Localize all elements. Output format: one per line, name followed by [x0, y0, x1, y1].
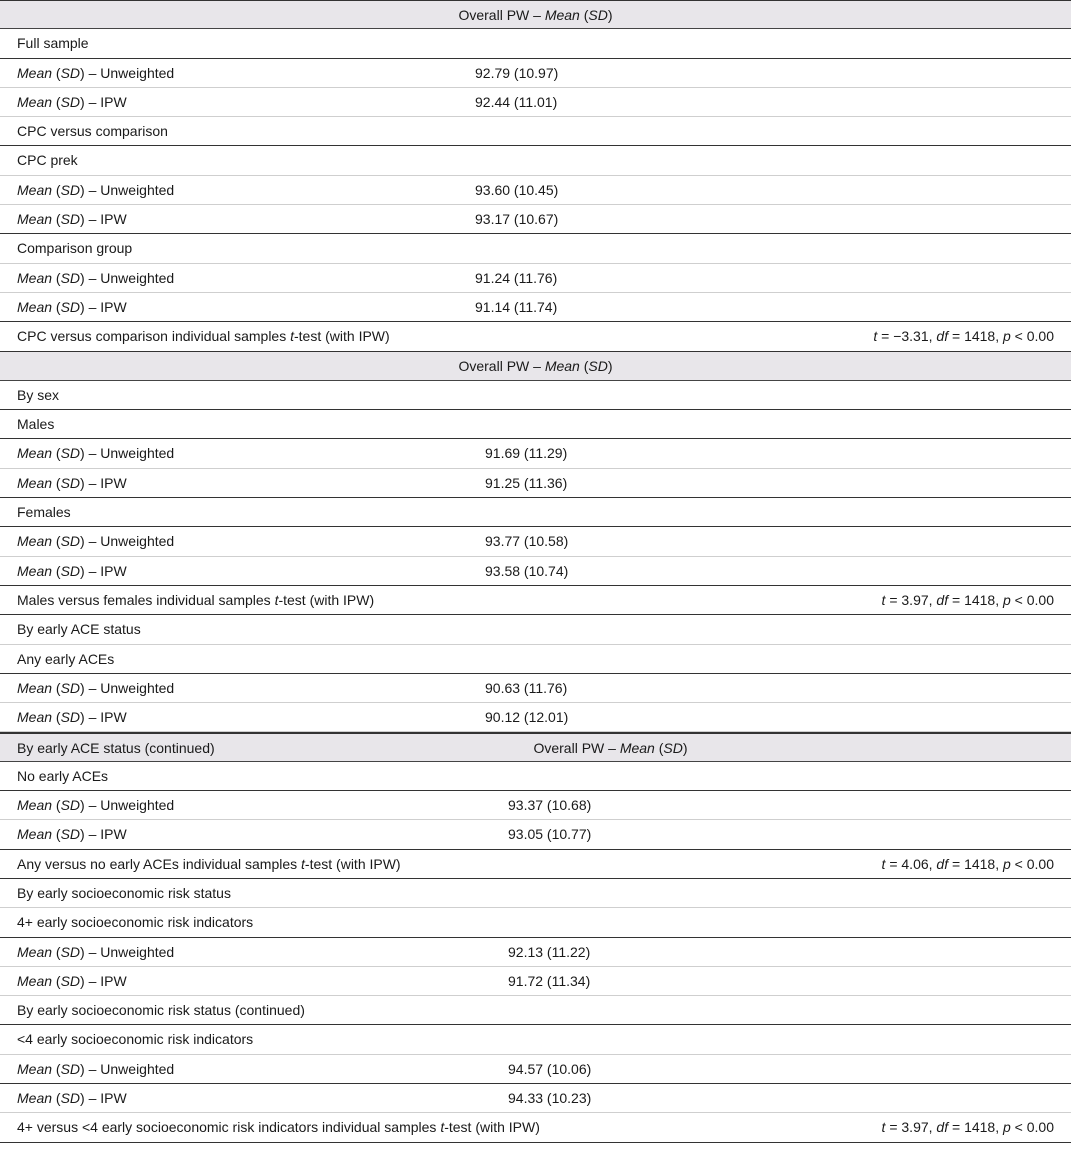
- table-row: [0, 1084, 1071, 1113]
- mean-sd-value: 94.57 (10.06): [508, 1060, 592, 1077]
- row-label: Mean (SD) – Unweighted: [17, 181, 175, 198]
- row-label: CPC versus comparison individual samples t-test (with IPW): [17, 328, 390, 345]
- test-statistic: t = 3.97, df = 1418, p < 0.00: [881, 591, 1054, 608]
- row-label: By early socioeconomic risk status (continued): [17, 1002, 305, 1019]
- table-row: [0, 557, 1071, 586]
- row-label: Females: [17, 504, 71, 521]
- row-label: Mean (SD) – Unweighted: [17, 1060, 175, 1077]
- table-row: [0, 967, 1071, 996]
- mean-sd-value: 92.44 (11.01): [475, 93, 558, 110]
- row-label: Mean (SD) – IPW: [17, 93, 127, 110]
- mean-sd-value: 91.24 (11.76): [475, 269, 558, 286]
- row-label: By sex: [17, 386, 60, 403]
- mean-sd-value: 92.79 (10.97): [475, 64, 559, 81]
- column-header: Overall PW – Mean (SD): [458, 7, 613, 23]
- mean-sd-value: 92.13 (11.22): [508, 943, 591, 960]
- table-row: [0, 205, 1071, 234]
- row-label: Mean (SD) – IPW: [17, 1089, 127, 1106]
- row-label: By early ACE status: [17, 621, 141, 638]
- table-row: [0, 527, 1071, 556]
- table-row: [0, 820, 1071, 849]
- mean-sd-value: 93.17 (10.67): [475, 211, 559, 228]
- column-header: Overall PW – Mean (SD): [458, 357, 613, 374]
- mean-sd-value: 93.37 (10.68): [508, 797, 592, 814]
- table-row: [0, 293, 1071, 322]
- row-label: Mean (SD) – IPW: [17, 474, 127, 491]
- row-label: <4 early socioeconomic risk indicators: [17, 1031, 254, 1048]
- row-label: Mean (SD) – Unweighted: [17, 797, 175, 814]
- test-row: [0, 850, 1071, 879]
- group-row: [0, 645, 1071, 674]
- table-row: [0, 59, 1071, 88]
- row-label: Mean (SD) – Unweighted: [17, 679, 175, 696]
- section-header: [0, 732, 1071, 761]
- mean-sd-value: 93.77 (10.58): [485, 533, 569, 550]
- row-label: 4+ early socioeconomic risk indicators: [17, 914, 254, 931]
- row-label: Any versus no early ACEs individual samples t-test (with IPW): [17, 855, 401, 872]
- table-row: [0, 264, 1071, 293]
- mean-sd-value: 91.72 (11.34): [508, 972, 591, 989]
- group-row: [0, 615, 1071, 644]
- table-row: [0, 469, 1071, 498]
- row-label: CPC versus comparison: [17, 123, 168, 140]
- table-row: [0, 938, 1071, 967]
- row-label: Mean (SD) – IPW: [17, 211, 127, 228]
- row-label: Mean (SD) – Unweighted: [17, 269, 175, 286]
- mean-sd-value: 91.69 (11.29): [485, 445, 568, 462]
- row-label: Mean (SD) – Unweighted: [17, 533, 175, 550]
- row-label: Mean (SD) – IPW: [17, 562, 127, 579]
- row-label: 4+ versus <4 early socioeconomic risk indicators individual samples t-test (with IPW): [17, 1119, 540, 1136]
- row-label: Any early ACEs: [17, 650, 115, 667]
- mean-sd-value: 94.33 (10.23): [508, 1089, 592, 1106]
- group-row: [0, 410, 1071, 439]
- mean-sd-value: 93.05 (10.77): [508, 826, 592, 843]
- table-row: [0, 791, 1071, 820]
- mean-sd-value: 91.14 (11.74): [475, 298, 558, 315]
- row-label: Mean (SD) – Unweighted: [17, 445, 175, 462]
- row-label: Mean (SD) – IPW: [17, 972, 127, 989]
- row-label: Males: [17, 416, 55, 433]
- row-label: Mean (SD) – Unweighted: [17, 943, 175, 960]
- group-row: [0, 498, 1071, 527]
- table-row: [0, 703, 1071, 732]
- section-header: [0, 0, 1071, 29]
- row-label: CPC prek: [17, 152, 78, 169]
- test-row: [0, 1113, 1071, 1142]
- group-row: [0, 996, 1071, 1025]
- section-header: [0, 352, 1071, 381]
- column-header: Overall PW – Mean (SD): [533, 740, 688, 757]
- test-statistic: t = −3.31, df = 1418, p < 0.00: [873, 328, 1054, 345]
- table-row: [0, 88, 1071, 117]
- row-label: No early ACEs: [17, 767, 109, 784]
- group-row: [0, 908, 1071, 937]
- table-row: [0, 1055, 1071, 1084]
- test-statistic: t = 4.06, df = 1418, p < 0.00: [881, 855, 1054, 872]
- group-row: [0, 1025, 1071, 1054]
- row-label: Mean (SD) – IPW: [17, 298, 127, 315]
- mean-sd-value: 93.60 (10.45): [475, 181, 559, 198]
- mean-sd-value: 91.25 (11.36): [485, 474, 568, 491]
- table-row: [0, 674, 1071, 703]
- group-row: [0, 117, 1071, 146]
- mean-sd-value: 90.63 (11.76): [485, 679, 568, 696]
- row-label: Mean (SD) – Unweighted: [17, 64, 175, 81]
- mean-sd-value: 90.12 (12.01): [485, 709, 569, 726]
- row-label: Comparison group: [17, 240, 133, 257]
- row-label: Mean (SD) – IPW: [17, 709, 127, 726]
- group-row: [0, 234, 1071, 263]
- table-row: [0, 176, 1071, 205]
- row-label: Males versus females individual samples t-test (with IPW): [17, 591, 375, 608]
- test-row: [0, 322, 1071, 351]
- group-row: [0, 879, 1071, 908]
- row-label: By early socioeconomic risk status: [17, 884, 231, 901]
- row-label: Full sample: [17, 35, 89, 52]
- row-label: Mean (SD) – IPW: [17, 826, 127, 843]
- test-row: [0, 586, 1071, 615]
- group-row: [0, 762, 1071, 791]
- test-statistic: t = 3.97, df = 1418, p < 0.00: [881, 1119, 1054, 1136]
- group-row: [0, 29, 1071, 58]
- section-header-left: By early ACE status (continued): [17, 740, 215, 757]
- group-row: [0, 146, 1071, 175]
- group-row: [0, 381, 1071, 410]
- mean-sd-value: 93.58 (10.74): [485, 562, 569, 579]
- table-row: [0, 439, 1071, 468]
